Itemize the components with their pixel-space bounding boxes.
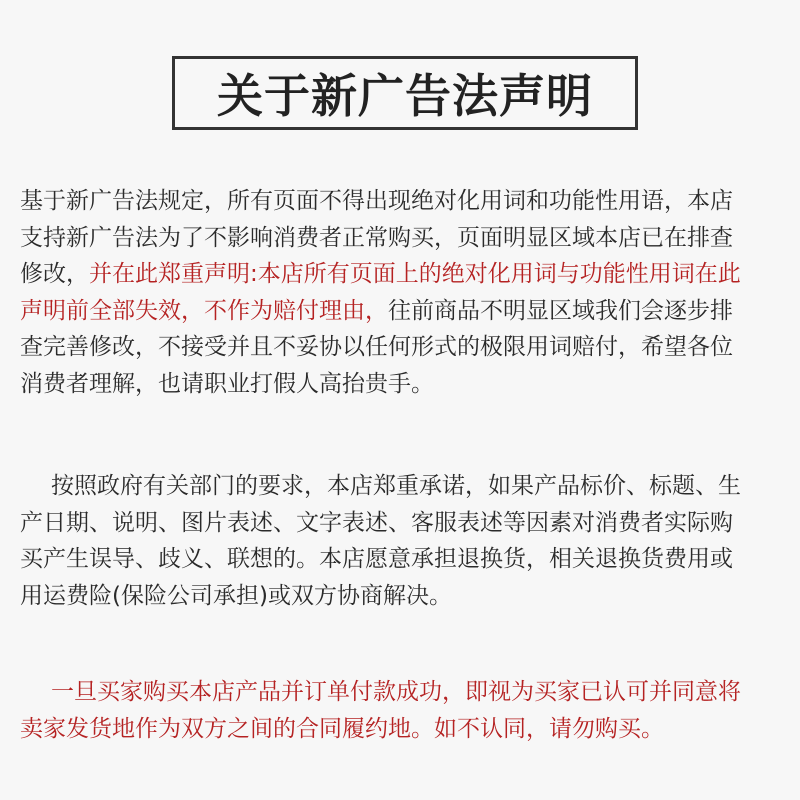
text-line: 产日期、说明、图片表述、文字表述、客服表述等因素对消费者实际购: [20, 509, 733, 536]
text-line: 支持新广告法为了不影响消费者正常购买，页面明显区域本店已在排查: [20, 224, 733, 251]
title-box: [172, 56, 638, 130]
text-line: 基于新广告法规定，所有页面不得出现绝对化用词和功能性用语，本店: [20, 188, 733, 214]
text-line: 查完善修改，不接受并且不妥协以任何形式的极限用词赔付，希望各位: [20, 334, 733, 360]
text-line: 用运费险(保险公司承担)或双方协商解决。: [20, 582, 452, 609]
text-line: [20, 293, 790, 330]
text-line: [20, 256, 790, 293]
text-segment: 往前商品不明显区域我们会逐步排: [388, 297, 733, 324]
emphasis-text: 卖家发货地作为双方之间的合同履约地。如不认同，请勿购买。: [20, 715, 664, 742]
paragraph-commitment: [20, 468, 790, 614]
emphasis-text: 声明前全部失效，不作为赔付理由，: [20, 297, 388, 324]
text-line: 消费者理解，也请职业打假人高抬贵手。: [20, 370, 434, 397]
emphasis-text: 一旦买家购买本店产品并订单付款成功，即视为买家已认可并同意将: [51, 679, 741, 705]
text-line: 买产生误导、歧义、联想的。本店愿意承担退换货，相关退换货费用或: [20, 546, 733, 572]
emphasis-text: 并在此郑重声明:本店所有页面上的绝对化用词与功能性用词在此: [89, 261, 741, 287]
text-line: 按照政府有关部门的要求，本店郑重承诺，如果产品标价、标题、生: [51, 473, 741, 499]
page-title: 关于新广告法声明: [217, 69, 593, 123]
paragraph-ad-law-statement: [20, 183, 790, 402]
text-segment: 修改，: [20, 261, 89, 287]
paragraph-contract-location: [20, 674, 790, 747]
